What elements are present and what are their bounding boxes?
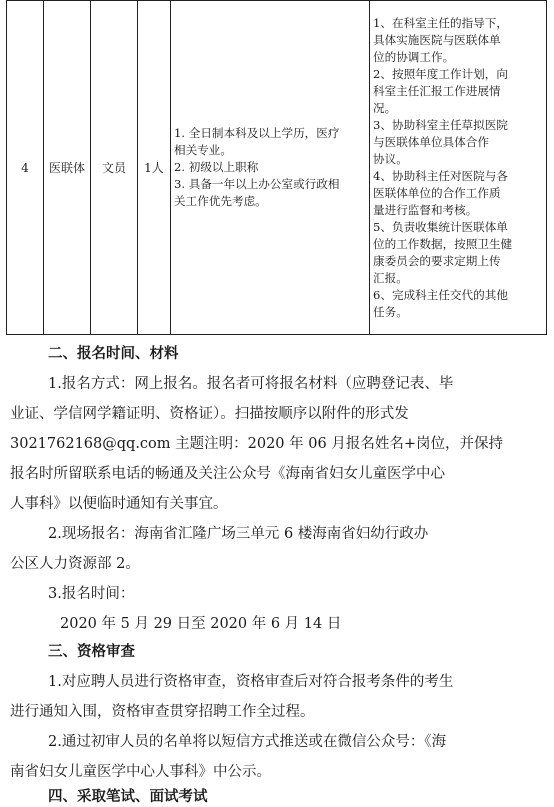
- duty-line: 具体实施医院与医联体单: [373, 32, 501, 47]
- duty-line: 与医联体单位具体合作: [373, 134, 489, 149]
- paragraph-line: 2.现场报名：海南省汇隆广场三单元 6 楼海南省妇幼行政办: [48, 526, 429, 542]
- duty-line: 康委员会的要求定期上传: [373, 253, 501, 268]
- requirement-line: 2. 初级以上职称: [174, 160, 259, 174]
- cell-requirements: [171, 1, 370, 335]
- cell-department: 医联体: [44, 1, 91, 335]
- table-row: [7, 1, 547, 335]
- requirement-line: 1. 全日制本科及以上学历，医疗: [174, 126, 340, 140]
- paragraph-line: 2.通过初审人员的名单将以短信方式推送或在微信公众号：《海: [48, 734, 447, 750]
- paragraph-line: 3.报名时间：: [48, 586, 135, 602]
- paragraph-line: 1.对应聘人员进行资格审查，资格审查后对符合报考条件的考生: [48, 674, 454, 690]
- duty-line: 5、负责收集统计医联体单: [373, 219, 508, 234]
- paragraph-line: 1.报名方式：网上报名。报名者可将报名材料（应聘登记表、毕: [48, 376, 454, 392]
- duty-line: 6、完成科主任交代的其他: [373, 287, 508, 302]
- position-table: [6, 0, 547, 335]
- duty-line: 位的工作数据，按照卫生健: [373, 236, 513, 251]
- duty-line: 况。: [373, 100, 397, 115]
- requirement-line: 相关专业。: [174, 143, 232, 157]
- requirement-line: 关工作优先考虑。: [174, 194, 267, 208]
- duty-line: 汇报。: [373, 270, 408, 285]
- duty-line: 量进行监督和考核。: [373, 202, 478, 217]
- duty-line: 1、在科室主任的指导下，: [373, 15, 508, 30]
- duty-line: 协议。: [373, 151, 408, 166]
- paragraph-line: 业证、学信网学籍证明、资格证）。扫描按顺序以附件的形式发: [10, 406, 409, 422]
- section-heading-registration: 二、报名时间、材料: [48, 346, 179, 362]
- paragraph-line: 报名时所留联系电话的畅通及关注公众号《海南省妇女儿童医学中心: [10, 466, 445, 482]
- cell-number: 4: [7, 1, 44, 335]
- paragraph-line: 进行通知入围，资格审查贯穿招聘工作全过程。: [10, 704, 315, 720]
- duty-line: 位的协调工作。: [373, 49, 455, 64]
- paragraph-line: 南省妇女儿童医学中心人事科》中公示。: [10, 764, 271, 780]
- duty-line: 医联体单位的合作工作质: [373, 185, 501, 200]
- duty-line: 4、协助科主任对医院与各: [373, 168, 508, 183]
- paragraph-line: 3021762168@qq.com 主题注明：2020 年 06 月报名姓名+岗位，并保持: [10, 436, 503, 452]
- requirement-line: 3. 具备一年以上办公室或行政相: [174, 177, 340, 191]
- registration-dates: 2020 年 5 月 29 日至 2020 年 6 月 14 日: [60, 616, 342, 632]
- duty-line: 任务。: [373, 304, 408, 319]
- duty-line: 3、协助科室主任草拟医院: [373, 117, 508, 132]
- paragraph-line: 公区人力资源部 2。: [10, 556, 140, 572]
- cell-count: 1人: [138, 1, 171, 335]
- cell-duties: [370, 1, 547, 335]
- cell-position: 文员: [91, 1, 138, 335]
- duty-line: 2、按照年度工作计划，向: [373, 66, 508, 81]
- paragraph-line: 人事科》以便临时通知有关事宜。: [10, 496, 228, 512]
- section-heading-qualification: 三、资格审查: [48, 644, 135, 660]
- section-heading-exam: 四、采取笔试、面试考试: [48, 789, 208, 805]
- duty-line: 科室主任汇报工作进展情: [373, 83, 501, 98]
